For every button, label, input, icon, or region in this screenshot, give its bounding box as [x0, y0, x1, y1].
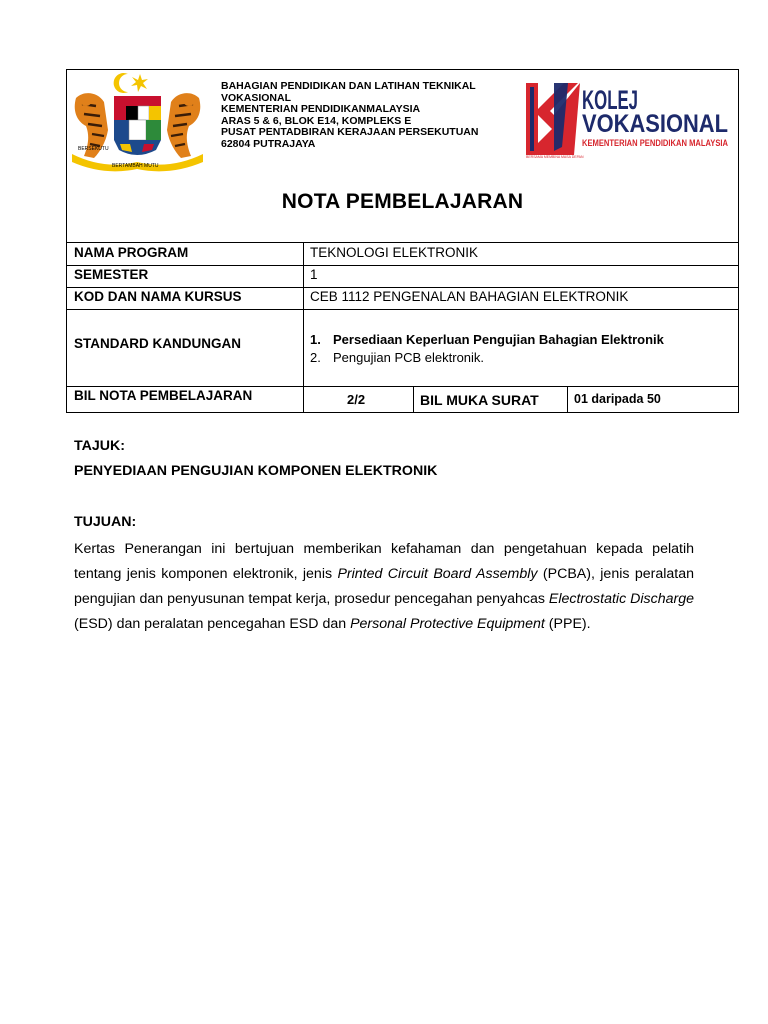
tajuk-value: PENYEDIAAN PENGUJIAN KOMPONEN ELEKTRONIK — [74, 463, 438, 479]
kv-line1: KOLEJ — [582, 85, 638, 115]
table-divider — [66, 386, 739, 387]
list-item — [310, 349, 664, 367]
kod-kursus-label: KOD DAN NAMA KURSUS — [74, 289, 242, 304]
kv-tagline: BERSAMA MEMBINA MASA DEPAN — [526, 155, 584, 159]
table-divider — [66, 242, 739, 243]
coat-of-arms-icon — [70, 70, 205, 170]
paragraph-text: (ESD) dan peralatan pencegahan ESD dan — [74, 616, 351, 632]
table-divider — [66, 265, 739, 266]
table-column-divider — [567, 386, 568, 413]
document-title: NOTA PEMBELAJARAN — [281, 190, 524, 213]
kod-kursus-value: CEB 1112 PENGENALAN BAHAGIAN ELEKTRONIK — [310, 289, 629, 304]
paragraph-text: Kertas Penerangan ini bertujuan memberikan kefahaman dan pengetahuan kepada pelatih tentang jenis komponen elektronik, jenis — [74, 541, 694, 582]
table-column-divider — [413, 386, 414, 413]
list-number: 1. — [310, 332, 321, 347]
address-line: VOKASIONAL — [221, 91, 292, 104]
address-line: ARAS 5 & 6, BLOK E14, KOMPLEKS E — [221, 114, 412, 127]
semester-label: SEMESTER — [74, 267, 149, 282]
address-line: 62804 PUTRAJAYA — [221, 137, 316, 150]
standard-kandungan-list — [310, 331, 664, 367]
list-item — [310, 331, 664, 349]
list-text: Persediaan Keperluan Pengujian Bahagian Elektronik — [333, 332, 664, 347]
tujuan-label: TUJUAN: — [74, 514, 137, 530]
list-number: 2. — [310, 350, 321, 365]
address-line: KEMENTERIAN PENDIDIKANMALAYSIA — [221, 103, 421, 116]
bil-nota-label: BIL NOTA PEMBELAJARAN — [74, 388, 253, 403]
bil-muka-value: 01 daripada 50 — [574, 392, 661, 406]
table-divider — [66, 309, 739, 310]
nama-program-label: NAMA PROGRAM — [74, 245, 189, 260]
bil-nota-value: 2/2 — [347, 392, 366, 407]
tajuk-label: TAJUK: — [74, 438, 125, 454]
table-divider — [66, 287, 739, 288]
address-line: BAHAGIAN PENDIDIKAN DAN LATIHAN TEKNIKAL — [221, 80, 476, 92]
address-line: PUSAT PENTADBIRAN KERAJAAN PERSEKUTUAN — [221, 126, 479, 139]
nama-program-value: TEKNOLOGI ELEKTRONIK — [310, 245, 479, 260]
standard-kandungan-label: STANDARD KANDUNGAN — [74, 336, 241, 351]
paragraph-text: (PCBA), jenis peralatan pengujian dan penyusunan tempat kerja, prosedur pencegahan penyahcas — [74, 566, 694, 607]
crest-motto-left: BERSEKUTU — [78, 146, 109, 152]
kv-line2: VOKASIONAL — [582, 110, 728, 138]
kolej-vokasional-logo — [524, 79, 732, 159]
kv-subline: KEMENTERIAN PENDIDIKAN MALAYSIA — [582, 138, 729, 148]
tujuan-paragraph — [74, 537, 694, 637]
list-text: Pengujian PCB elektronik. — [333, 350, 485, 365]
paragraph-text: (PPE). — [544, 616, 591, 632]
crest-motto-right: BERTAMBAH MUTU — [112, 163, 159, 169]
paragraph-term: Printed Circuit Board Assembly — [337, 566, 538, 582]
ministry-address — [221, 81, 478, 151]
table-column-divider — [303, 242, 304, 413]
semester-value: 1 — [310, 267, 318, 282]
bil-muka-label: BIL MUKA SURAT — [420, 392, 539, 408]
paragraph-term: Electrostatic Discharge — [548, 591, 694, 607]
paragraph-term: Personal Protective Equipment — [350, 616, 545, 632]
